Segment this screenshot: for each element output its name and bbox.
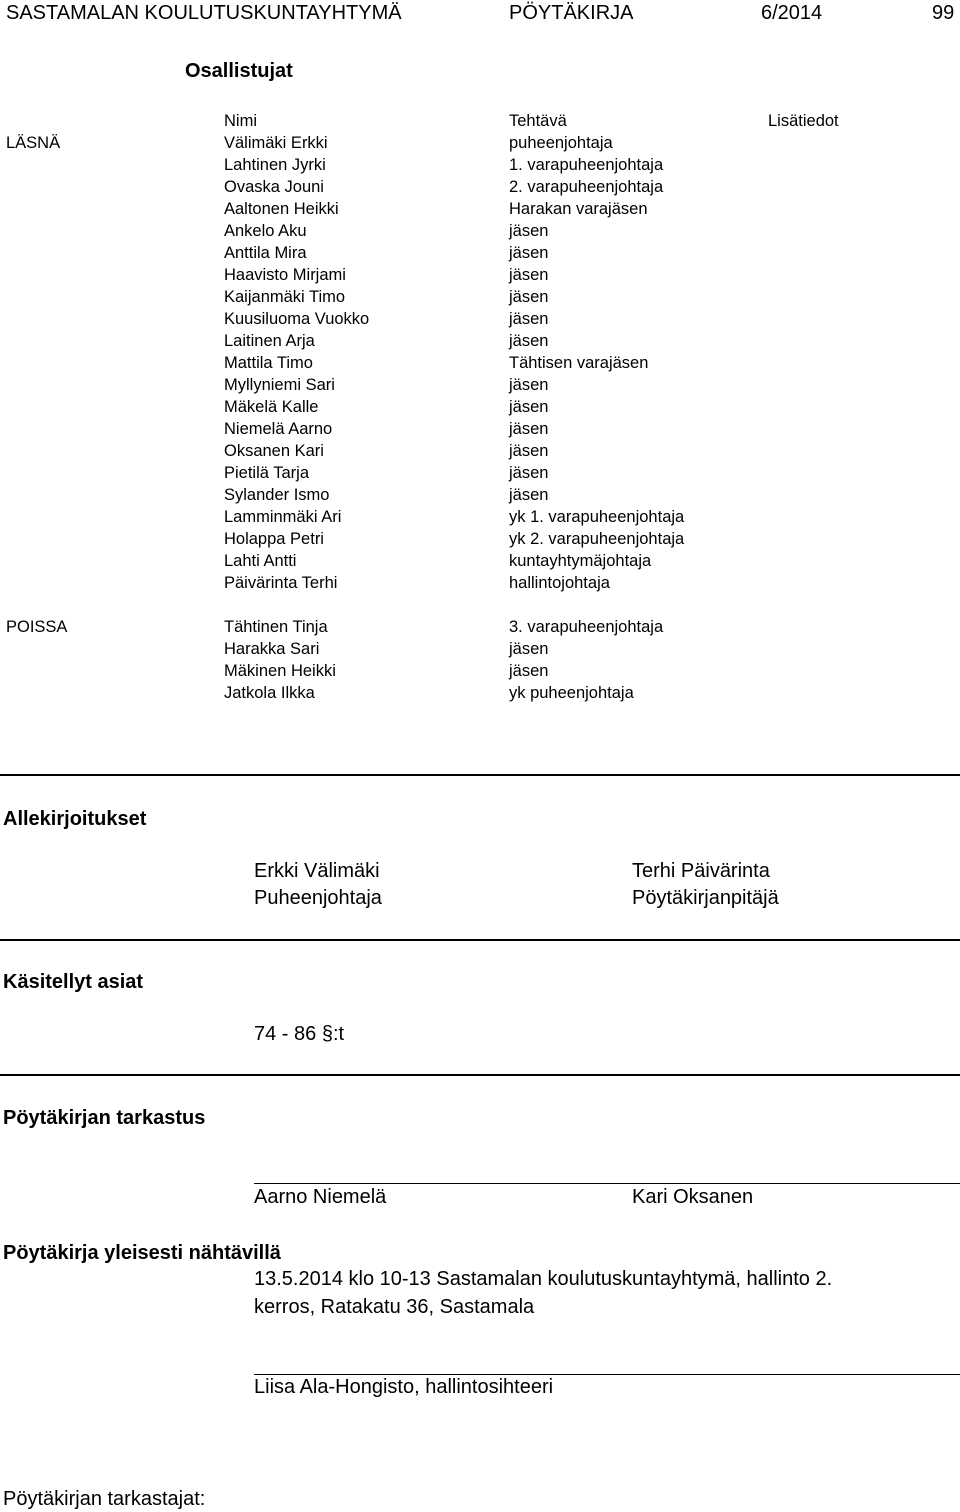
participants-title: Osallistujat [185, 60, 293, 82]
participant-role: jäsen [509, 486, 549, 504]
signature-line [254, 1374, 960, 1375]
attendance-status: POISSA [6, 618, 68, 636]
signature-line [254, 1183, 960, 1184]
participants-header-row [0, 112, 960, 134]
participant-role: jäsen [509, 244, 549, 262]
participant-role: 1. varapuheenjohtaja [509, 156, 664, 174]
items-title: Käsitellyt asiat [3, 971, 144, 993]
participant-role: jäsen [509, 398, 549, 416]
participant-role: Harakan varajäsen [509, 200, 648, 218]
participant-row [0, 574, 960, 596]
participant-role: jäsen [509, 464, 549, 482]
participant-role: jäsen [509, 662, 549, 680]
participant-name: Myllyniemi Sari [224, 376, 335, 394]
participant-row [0, 662, 960, 684]
participant-name: Lamminmäki Ari [224, 508, 342, 526]
participant-role: jäsen [509, 376, 549, 394]
participant-role: hallintojohtaja [509, 574, 610, 592]
participant-row [0, 354, 960, 376]
participant-row [0, 486, 960, 508]
participant-role: kuntayhtymäjohtaja [509, 552, 652, 570]
participant-role: yk puheenjohtaja [509, 684, 634, 702]
participant-row [0, 640, 960, 662]
participant-row [0, 310, 960, 332]
participant-name: Sylander Ismo [224, 486, 330, 504]
participant-name: Anttila Mira [224, 244, 307, 262]
attendance-status: LÄSNÄ [6, 134, 61, 152]
participant-row [0, 464, 960, 486]
participant-row [0, 508, 960, 530]
participant-role: jäsen [509, 420, 549, 438]
chair-title: Puheenjohtaja [254, 887, 382, 909]
participant-row [0, 530, 960, 552]
participant-role: jäsen [509, 442, 549, 460]
participant-name: Kuusiluoma Vuokko [224, 310, 370, 328]
participant-role: 3. varapuheenjohtaja [509, 618, 664, 636]
participant-row [0, 552, 960, 574]
participant-role: puheenjohtaja [509, 134, 613, 152]
participant-row [0, 398, 960, 420]
participant-name: Oksanen Kari [224, 442, 324, 460]
participant-role: jäsen [509, 640, 549, 658]
page-number: 99 [932, 2, 955, 24]
col-info-header: Lisätiedot [768, 112, 839, 130]
participant-role: jäsen [509, 288, 549, 306]
participant-name: Pietilä Tarja [224, 464, 309, 482]
secretary-title: Pöytäkirjanpitäjä [632, 887, 779, 909]
meeting-number: 6/2014 [761, 2, 823, 24]
participant-row [0, 222, 960, 244]
participant-role: yk 2. varapuheenjohtaja [509, 530, 685, 548]
participant-row [0, 156, 960, 178]
participant-role: 2. varapuheenjohtaja [509, 178, 664, 196]
participant-name: Mäkinen Heikki [224, 662, 336, 680]
participant-row [0, 178, 960, 200]
col-name-header: Nimi [224, 112, 257, 130]
participant-row [0, 376, 960, 398]
participant-name: Päivärinta Terhi [224, 574, 338, 592]
participant-name: Mäkelä Kalle [224, 398, 319, 416]
participant-role: yk 1. varapuheenjohtaja [509, 508, 685, 526]
participant-row [0, 420, 960, 442]
participant-row [0, 266, 960, 288]
participant-name: Haavisto Mirjami [224, 266, 346, 284]
section-divider [0, 1074, 960, 1076]
participant-name: Holappa Petri [224, 530, 324, 548]
participant-row [0, 288, 960, 310]
participant-name: Aaltonen Heikki [224, 200, 339, 218]
participant-name: Mattila Timo [224, 354, 313, 372]
chair-name: Erkki Välimäki [254, 860, 380, 882]
participant-row [0, 684, 960, 706]
review-title: Pöytäkirjan tarkastus [3, 1107, 206, 1129]
participant-name: Ankelo Aku [224, 222, 307, 240]
participant-role: jäsen [509, 332, 549, 350]
participant-row [0, 332, 960, 354]
participant-role: Tähtisen varajäsen [509, 354, 649, 372]
participant-name: Jatkola Ilkka [224, 684, 315, 702]
public-line-1: 13.5.2014 klo 10-13 Sastamalan koulutuskuntayhtymä, hallinto 2. [254, 1268, 833, 1290]
participant-row [0, 244, 960, 266]
participant-name: Lahti Antti [224, 552, 297, 570]
reviewer-2-name: Kari Oksanen [632, 1186, 754, 1208]
participant-name: Kaijanmäki Timo [224, 288, 346, 306]
participant-name: Laitinen Arja [224, 332, 315, 350]
participant-name: Välimäki Erkki [224, 134, 328, 152]
participant-role: jäsen [509, 310, 549, 328]
reviewers-label: Pöytäkirjan tarkastajat: [3, 1488, 206, 1510]
secretary-name: Terhi Päivärinta [632, 860, 770, 882]
participant-role: jäsen [509, 222, 549, 240]
official-signature: Liisa Ala-Hongisto, hallintosihteeri [254, 1376, 554, 1398]
items-range: 74 - 86 §:t [254, 1023, 345, 1045]
participant-role: jäsen [509, 266, 549, 284]
participant-name: Tähtinen Tinja [224, 618, 328, 636]
organization-name: SASTAMALAN KOULUTUSKUNTAYHTYMÄ [6, 2, 402, 24]
participant-name: Ovaska Jouni [224, 178, 324, 196]
col-role-header: Tehtävä [509, 112, 567, 130]
section-divider [0, 939, 960, 941]
public-title: Pöytäkirja yleisesti nähtävillä [3, 1242, 281, 1264]
participant-name: Harakka Sari [224, 640, 320, 658]
participant-name: Niemelä Aarno [224, 420, 333, 438]
public-line-2: kerros, Ratakatu 36, Sastamala [254, 1296, 535, 1318]
participant-row [0, 618, 960, 640]
participant-row [0, 134, 960, 156]
section-divider [0, 774, 960, 776]
participant-row [0, 442, 960, 464]
participant-name: Lahtinen Jyrki [224, 156, 326, 174]
participant-row [0, 200, 960, 222]
document-type: PÖYTÄKIRJA [509, 2, 634, 24]
reviewer-1-name: Aarno Niemelä [254, 1186, 387, 1208]
signatures-title: Allekirjoitukset [3, 808, 147, 830]
